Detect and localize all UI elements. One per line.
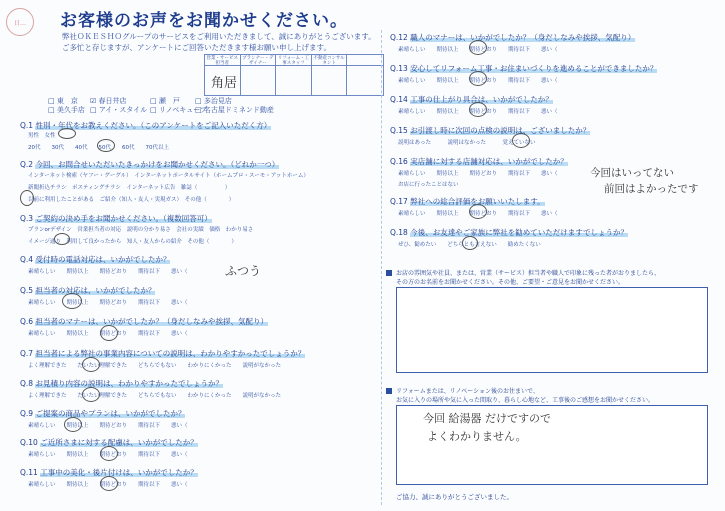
intro-line-2: ご多忙と存じますが、アンケートにご回答いただきます様お願い申し上げます。 <box>62 43 331 52</box>
q14-options[interactable]: 素晴らしい 期待以上 期待どおり 期待以下 悪い（ <box>398 109 558 115</box>
q7-options[interactable]: よく理解できた だいたい理解できた どちらでもない わかりにくかった 説明がなかった <box>28 363 281 369</box>
intro-line-1: 弊社ＯＫＥＳＨＯグループのサービスをご利用いただきまして、誠にありがとうございます。 <box>62 32 376 41</box>
staff-handwriting: 角居 <box>211 76 238 91</box>
q3-options-b[interactable]: イメージ通り 利用して良かったから 知人・友人からの紹介 その他（ ） <box>28 239 237 245</box>
square-bullet-icon <box>386 270 392 276</box>
stamp-mark: 日… <box>6 8 34 36</box>
q4-handwriting: ふつう <box>225 264 262 278</box>
staff-cell-5[interactable] <box>347 66 383 95</box>
q4-title: Q.4 受付時の電話対応は、いかがでしたか？ <box>20 255 171 264</box>
q2-options-c[interactable]: 以前に利用したことがある ご紹介（知人・友人・実現ガス） その他（ ） <box>28 197 235 203</box>
comment-box-1-subtitle: その方のお名前をお聞かせください。その他、ご要望・ご意見をお聞かせください。 <box>396 279 625 286</box>
q2-answer-circle <box>20 190 34 206</box>
branch-tajimi[interactable]: □ 多治見店 <box>195 97 232 105</box>
q10-options[interactable]: 素晴らしい 期待以上 期待どおり 期待以下 悪い（ <box>28 452 188 458</box>
q7-title: Q.7 担当者による弊社の事業内容についての説明は、わかりやすかったでしょうか？ <box>20 349 306 358</box>
branch-nagoya[interactable]: □ 名古屋ドミネンド動産 <box>195 106 274 114</box>
q8-options[interactable]: よく理解できた だいたい理解できた どちらでもない わかりにくかった 説明がなかった <box>28 393 281 399</box>
q9-answer-circle <box>64 417 82 432</box>
comment-box-1[interactable] <box>396 287 708 373</box>
q7-answer-circle <box>82 357 100 372</box>
q10-title: Q.10 ご近所さまに対する配慮は、いかがでしたか？ <box>20 438 198 447</box>
q13-options[interactable]: 素晴らしい 期待以上 期待どおり 期待以下 悪い（ <box>398 78 558 84</box>
q9-title: Q.9 ご提案の商品やプランは、いかがでしたか？ <box>20 409 186 418</box>
q6-options[interactable]: 素晴らしい 期待以上 期待どおり 期待以下 悪い（ <box>28 331 188 337</box>
comment-box-2[interactable] <box>396 405 708 485</box>
q16-handwriting-1: 今回はいってない <box>590 167 674 179</box>
staff-cell-3[interactable] <box>276 66 312 95</box>
q16-handwriting-2: 前回はよかったです <box>604 183 699 195</box>
branch-renovecube[interactable]: □ リノベキューブ <box>150 106 207 114</box>
q4-options[interactable]: 素晴らしい 期待以上 期待どおり 期待以下 悪い（ <box>28 269 188 275</box>
staff-cell-1[interactable] <box>205 66 241 95</box>
branch-istyle[interactable]: □ アイ・スタイル <box>90 106 148 114</box>
staff-header-2: プランナー・デザイナー <box>241 55 277 66</box>
staff-header-5 <box>347 55 383 66</box>
q3-title: Q.3 ご契約の決め手をお聞かせください。（複数回答可） <box>20 214 212 223</box>
q6-title: Q.6 担当者のマナーは、いかがでしたか？（身だしなみや挨拶、気配り） <box>20 317 268 326</box>
comment-handwriting-1: 今回 給湯器 だけですので <box>423 412 551 425</box>
staff-cell-2[interactable] <box>241 66 277 95</box>
q14-title: Q.14 工事の仕上がり具合は、いかがでしたか？ <box>390 95 553 104</box>
q1-options-b[interactable]: 20代 30代 40代 50代 60代 70代以上 <box>28 145 169 151</box>
q5-options[interactable]: 素晴らしい 期待以上 期待どおり 期待以下 悪い（ <box>28 300 188 306</box>
q2-title: Q.2 今回、お問合せいただいたきっかけをお聞かせください。（どれか一つ） <box>20 160 280 169</box>
staff-header-3: リフォーム・工事スタッフ <box>276 55 312 66</box>
q5-answer-circle <box>62 293 82 309</box>
branch-tokyo[interactable]: □ 東 京 <box>48 97 78 105</box>
q13-title: Q.13 安心してリフォーム工事・お住まいづくりを進めることができましたか？ <box>390 64 658 73</box>
comment-handwriting-2: よくわかりません。 <box>427 430 527 443</box>
q12-answer-circle <box>469 40 487 55</box>
q3-options-a[interactable]: プランorデザイン 営業担当者の対応 説明の分かり易さ 会社の実績 価格 わかり易さ <box>28 227 254 233</box>
q8-title: Q.8 お見積り内容の説明は、わかりやすかったでしょうか？ <box>20 379 223 388</box>
q2-options-a[interactable]: インターネット検索（ヤフー・グーグル） インターネットポータルサイト（ホームプロ・スーモ・アットホーム） <box>28 173 309 179</box>
q1-options-a[interactable]: 男性 女性 <box>28 133 56 139</box>
q5-title: Q.5 担当者の対応は、いかがでしたか？ <box>20 286 156 295</box>
square-bullet-icon <box>386 388 392 394</box>
q12-title: Q.12 職人のマナーは、いかがでしたか？（身だしなみや挨拶、気配り） <box>390 33 636 42</box>
q9-options[interactable]: 素晴らしい 期待以上 期待どおり 期待以下 悪い（ <box>28 423 188 429</box>
column-divider <box>381 30 382 505</box>
comment-box-2-title: リフォームまたは、リノベーション後のお住まいで、 <box>386 386 539 395</box>
q3-answer-circle <box>54 233 70 245</box>
q17-title: Q.17 弊社への総合評価をお願いいたします。 <box>390 197 545 206</box>
q16-options-a[interactable]: 素晴らしい 期待以上 期待どおり 期待以下 悪い（ <box>398 171 558 177</box>
q13-answer-circle <box>469 71 487 86</box>
q15-title: Q.15 お引渡し時に次回の点検の説明は、ございましたか？ <box>390 126 591 135</box>
q18-title: Q.18 今後、お友達やご家族に弊社を勧めていただけますでしょうか？ <box>390 228 628 237</box>
q2-options-b[interactable]: 新聞折込チラシ ポスティングチラシ インターネット広告 雑誌（ ） <box>28 185 231 191</box>
q6-answer-circle <box>100 325 118 341</box>
comment-box-1-title: お店の雰囲気や社員、または、営業（サービス）担当者や職人で印象に残った者がおりましたら、 <box>386 268 660 277</box>
comment-box-2-subtitle: お気に入りの場所や気に入った間取り、暮らし心地など、工事後のご感想をお聞かせください。 <box>396 397 655 404</box>
q18-options[interactable]: ぜひ、勧めたい どちらとも言えない 勧めたくない <box>398 242 541 248</box>
q16-options-b[interactable]: お店に行ったことはない <box>398 182 459 188</box>
staff-header-4: 不動産コンサルタント <box>312 55 348 66</box>
q16-title: Q.16 実店舗に対する店舗対応は、いかがでしたか？ <box>390 157 568 166</box>
page-title: お客様のお声をお聞かせください。 <box>60 11 348 31</box>
q1-answer-circle <box>58 128 76 139</box>
q10-answer-circle <box>100 446 118 461</box>
q1-title: Q.1 性別・年代をお教えください。（このアンケートをご記入いただく方） <box>20 121 272 130</box>
q14-answer-circle <box>469 102 487 117</box>
footer-thanks: ご協力、誠にありがとうございました。 <box>396 493 513 501</box>
q18-answer-circle <box>462 236 478 250</box>
staff-cell-4[interactable] <box>312 66 348 95</box>
q17-options[interactable]: 素晴らしい 期待以上 期待どおり 期待以下 悪い（ <box>398 211 558 217</box>
branch-kasugai[interactable]: ☑ 春日井店 <box>90 97 127 105</box>
staff-header-1: 営業・サービス担当者 <box>205 55 241 66</box>
q11-title: Q.11 工事中の美化・後片付けは、いかがでしたか？ <box>20 468 198 477</box>
q1-age-circle <box>97 139 115 152</box>
q15-answer-circle <box>512 133 530 148</box>
q12-options[interactable]: 素晴らしい 期待以上 期待どおり 期待以下 悪い（ <box>398 47 558 53</box>
branch-seto[interactable]: □ 瀬 戸 <box>150 97 180 105</box>
q11-answer-circle <box>100 476 118 491</box>
staff-table <box>204 54 384 96</box>
q8-answer-circle <box>82 387 100 402</box>
q11-options[interactable]: 素晴らしい 期待以上 期待どおり 期待以下 悪い（ <box>28 482 188 488</box>
q15-options[interactable]: 説明はあった 説明はなかった 覚えていない <box>398 140 536 146</box>
branch-mikute[interactable]: □ 美久手店 <box>48 106 85 114</box>
q17-answer-circle <box>469 204 487 219</box>
